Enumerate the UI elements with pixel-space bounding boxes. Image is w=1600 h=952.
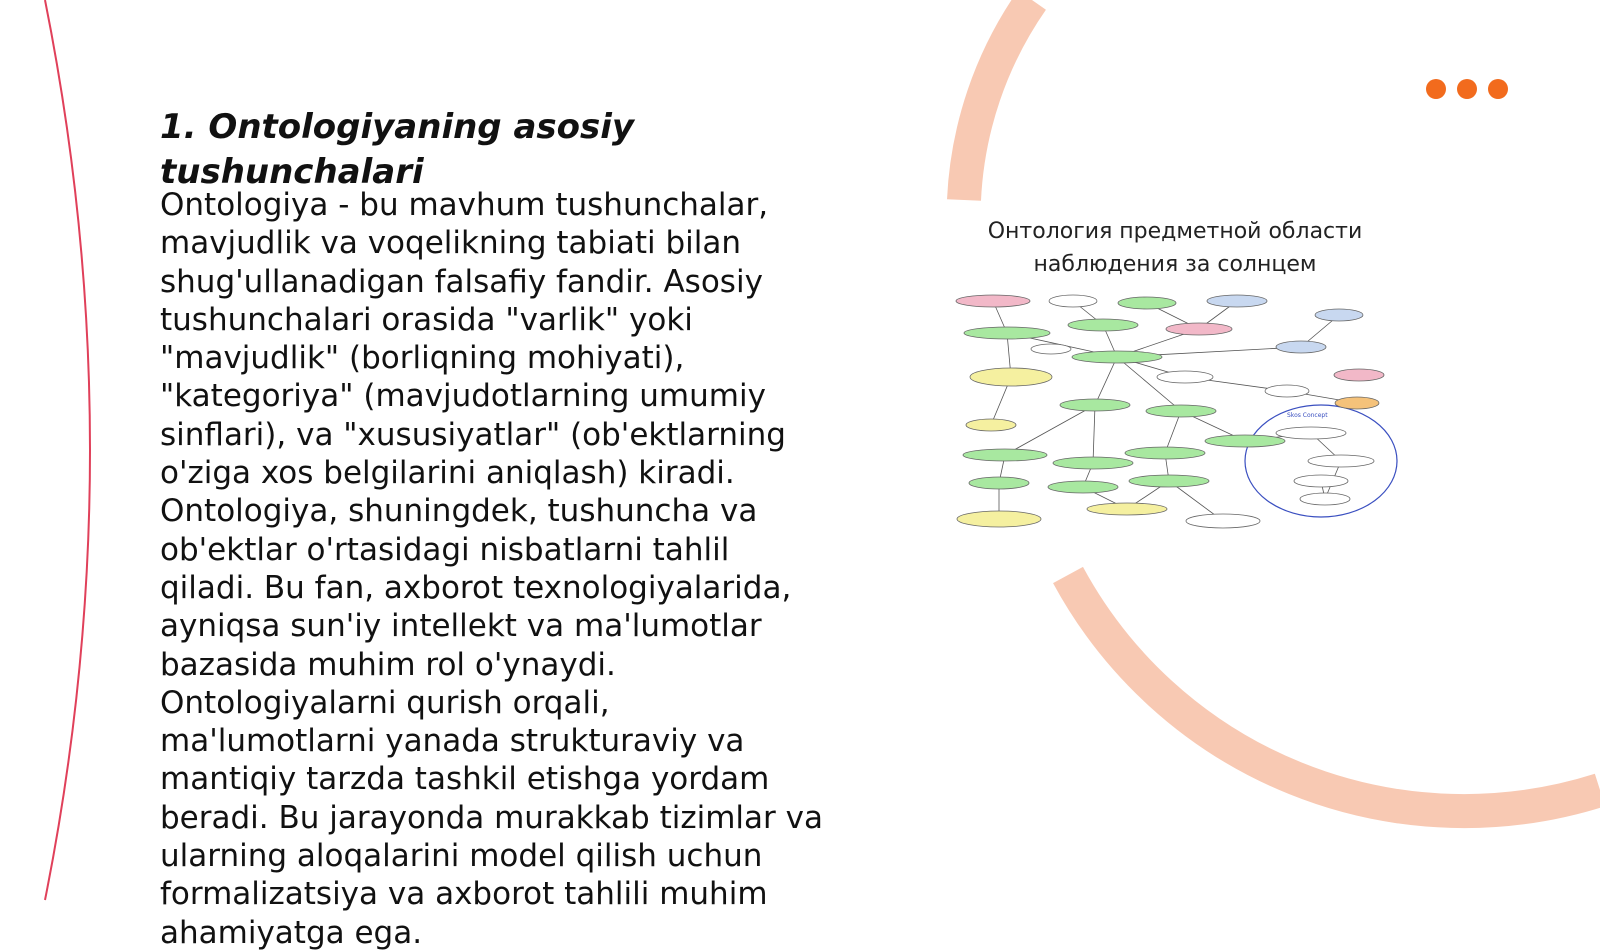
graph-node [969, 477, 1029, 489]
graph-node [956, 295, 1030, 307]
graph-node [1125, 447, 1205, 459]
graph-node [1207, 295, 1267, 307]
graph-node [1129, 475, 1209, 487]
graph-node [1308, 455, 1374, 467]
decor-arc [964, 0, 1032, 200]
graph-node [970, 368, 1052, 386]
graph-node [1146, 405, 1216, 417]
decor-arc-lower [1068, 575, 1600, 811]
ontology-graph [955, 293, 1415, 543]
dots-menu-icon [1426, 79, 1508, 99]
graph-node [1265, 385, 1309, 397]
graph-node [1031, 344, 1071, 354]
graph-node [1072, 351, 1162, 363]
graph-node [1053, 457, 1133, 469]
graph-node [1166, 323, 1232, 335]
graph-node [1276, 427, 1346, 439]
graph-node [1060, 399, 1130, 411]
graph-node [1276, 341, 1326, 353]
graph-edge [1095, 357, 1117, 405]
graph-node [1205, 435, 1285, 447]
graph-node [1335, 397, 1379, 409]
dot [1426, 79, 1446, 99]
ontology-figure [955, 205, 1415, 565]
graph-node [1118, 297, 1176, 309]
graph-node [1068, 319, 1138, 331]
graph-node [1300, 493, 1350, 505]
graph-edge [1093, 405, 1095, 463]
graph-node [964, 327, 1050, 339]
slide-title: 1. Ontologiyaning asosiy tushunchalari [160, 107, 635, 192]
graph-node [1157, 371, 1213, 383]
graph-node [1049, 295, 1097, 307]
left-accent-line [45, 0, 90, 900]
dot [1457, 79, 1477, 99]
graph-node [1315, 309, 1363, 321]
figure-caption: Онтология предметной области наблюдения за солнцем [987, 219, 1363, 277]
graph-node [1048, 481, 1118, 493]
graph-node [1087, 503, 1167, 515]
graph-node [1294, 475, 1348, 487]
dot [1488, 79, 1508, 99]
graph-node [957, 511, 1041, 527]
graph-node [963, 449, 1047, 461]
graph-node [1186, 514, 1260, 528]
slide-body-text: Ontologiya - bu mavhum tushunchalar, mavjudlik va voqelikning tabiati bilan shug'ullanadigan falsafiy fandir. Asosiy tushunchalari orasida "varlik" yoki "mavjudlik" (borliqning mohiyati), "kategoriya" (mavjudotlarning umumiy sinflari), va "xususiyatlar" (ob'ektlarning o'ziga xos belgilarini aniqlash) kiradi. Ontologiya, shuningdek, tushuncha va ob'ektlar o'rtasidagi nisbatlarni tahlil qiladi. Bu fan, axborot texnologiyalarida, ayniqsa sun'iy intellekt va ma'lumotlar bazasida muhim rol o'ynaydi. Ontologiyalarni qurish orqali, ma'lumotlarni yanada strukturaviy va mantiqiy tarzda tashkil etishga yordam beradi. Bu jarayonda murakkab tizimlar va ularning aloqalarini model qilish uchun formalizatsiya va axborot tahlili muhim ahamiyatga ega. [160, 187, 823, 951]
skos-concept-label: Skos Concept [1287, 412, 1328, 419]
graph-edge [1005, 405, 1095, 455]
graph-node [1334, 369, 1384, 381]
graph-node [966, 419, 1016, 431]
